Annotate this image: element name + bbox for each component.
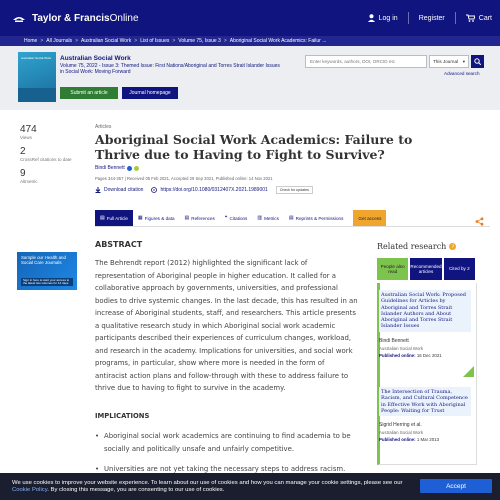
tab-label: Reprints & Permissions bbox=[295, 215, 344, 221]
article-dates: Pages 344-357 | Received 05 Feb 2021, Accepted 29 Sep 2021, Published online: 14 Nov 2021 bbox=[95, 176, 273, 181]
breadcrumb-separator: > bbox=[134, 38, 138, 44]
login-link[interactable] bbox=[368, 14, 398, 22]
related-item-title[interactable]: The Intersection of Trauma, Racism, and Cultural Competence in Effective Work with Aboriginal People: Waiting for Trust bbox=[379, 387, 471, 416]
breadcrumb-all-journals[interactable]: All Journals bbox=[46, 38, 73, 44]
list-item: • Aboriginal social work academics are continuing to find academia to be socially and politically unsafe and unfairly competitive. bbox=[95, 430, 358, 455]
metric-views[interactable] bbox=[20, 124, 80, 140]
brand-name-bold: Taylor & Francis bbox=[32, 12, 110, 24]
tab-label: Figures & data bbox=[144, 215, 175, 221]
register-link[interactable] bbox=[419, 15, 445, 22]
article-metrics bbox=[20, 124, 80, 190]
metric-citations[interactable] bbox=[20, 146, 80, 162]
author-name: Bindi Bennett bbox=[95, 165, 125, 171]
cookie-text: We use cookies to improve your website experience. To learn about our use of cookies and how you can manage your cookie settings, please see our bbox=[12, 480, 403, 486]
tab-label: Full Article bbox=[106, 215, 128, 221]
orcid-icon[interactable] bbox=[134, 166, 139, 171]
bar-chart-icon: ▥ bbox=[257, 215, 263, 221]
metric-value: 474 bbox=[20, 124, 37, 135]
doi-link[interactable] bbox=[151, 187, 267, 193]
breadcrumb-separator: > bbox=[40, 38, 44, 44]
share-icon bbox=[475, 217, 484, 226]
tab-label: Citations bbox=[229, 215, 248, 221]
cookie-message bbox=[12, 480, 417, 494]
cookie-policy-link[interactable]: Cookie Policy bbox=[12, 487, 48, 493]
top-bar bbox=[0, 0, 500, 36]
related-research-heading bbox=[377, 242, 456, 251]
metric-label: Views bbox=[20, 135, 32, 140]
search-scope-value: This Journal bbox=[433, 59, 459, 64]
share-button[interactable] bbox=[475, 213, 484, 231]
breadcrumb-current: Aboriginal Social Work Academics: Failur ... bbox=[229, 38, 327, 44]
abstract-heading: ABSTRACT bbox=[95, 240, 143, 249]
get-access-label: Get access bbox=[358, 215, 382, 221]
breadcrumb-separator: > bbox=[172, 38, 176, 44]
register-label: Register bbox=[418, 14, 445, 22]
metric-value: 2 bbox=[20, 146, 26, 157]
lamp-icon bbox=[12, 13, 26, 23]
cookie-text-end: . By closing this message, you are consenting to our use of cookies. bbox=[47, 487, 225, 493]
metric-altmetric[interactable] bbox=[20, 168, 80, 184]
implications-heading: IMPLICATIONS bbox=[95, 412, 150, 420]
advanced-search-link[interactable]: Advanced search bbox=[444, 71, 480, 76]
breadcrumb-volume[interactable]: Volume 75, Issue 3 bbox=[178, 38, 221, 44]
breadcrumb-separator: > bbox=[75, 38, 79, 44]
cover-title: Australian Social Work bbox=[21, 56, 52, 60]
cart-label: Cart bbox=[478, 14, 492, 22]
list-item: • Universities are not yet taking the necessary steps to address racism. bbox=[95, 463, 358, 476]
related-research-title: Related research bbox=[377, 242, 447, 251]
breadcrumb-journal[interactable]: Australian Social Work bbox=[81, 38, 132, 44]
related-item[interactable] bbox=[379, 387, 471, 442]
tab-reprints[interactable] bbox=[284, 210, 348, 226]
check-for-updates-badge[interactable]: Check for updates bbox=[276, 186, 313, 194]
search-scope-select[interactable] bbox=[429, 55, 469, 68]
related-item-journal: Australian Social Work bbox=[379, 430, 424, 436]
article-title: Aboriginal Social Work Academics: Failure to Thrive due to Having to Fight to Survive? bbox=[95, 132, 413, 162]
published-label: Published online: bbox=[379, 352, 416, 358]
journal-title[interactable]: Australian Social Work bbox=[60, 55, 131, 62]
divider bbox=[455, 12, 456, 24]
quote-icon: ❝ bbox=[224, 215, 228, 221]
journal-volume[interactable]: Volume 75, 2022 - Issue 3: Themed Issue: First Nations/Aboriginal and Torres Strait Islander Issues in Social Work: Moving Forward bbox=[60, 63, 280, 75]
download-icon bbox=[95, 187, 101, 193]
image-icon: ▦ bbox=[137, 215, 143, 221]
published-date: 16 Dec 2021 bbox=[416, 352, 442, 358]
tab-citations[interactable] bbox=[220, 210, 253, 226]
tab-metrics[interactable] bbox=[252, 210, 284, 226]
cookie-banner bbox=[0, 473, 500, 500]
download-citation-link[interactable] bbox=[95, 187, 143, 193]
cover-band bbox=[18, 88, 56, 102]
login-label: Log in bbox=[378, 14, 398, 22]
related-item-title[interactable]: Australian Social Work: Proposed Guidelines for Articles by Aboriginal and Torres Strait Islander Authors and About Aboriginal and Torres Strait Islander Issues bbox=[379, 290, 471, 332]
metric-label: Altmetric bbox=[20, 179, 38, 184]
related-item-journal: Australian Social Work bbox=[379, 345, 424, 351]
list-icon: ▤ bbox=[184, 215, 190, 221]
ad-signin-text[interactable]: Sign in here to start your access to the latest two volumes for 14 days bbox=[21, 278, 73, 286]
ad-headline: Sample our Health and Social Care Journals bbox=[21, 255, 66, 265]
info-icon[interactable]: ? bbox=[449, 243, 456, 250]
brand-name-light: Online bbox=[109, 12, 139, 24]
accept-cookies-button[interactable]: Accept bbox=[420, 479, 492, 493]
search-icon bbox=[474, 58, 481, 65]
document-icon: ▤ bbox=[100, 215, 105, 221]
related-item-published bbox=[379, 353, 471, 358]
author-link[interactable] bbox=[95, 165, 139, 171]
article-tabs bbox=[95, 210, 386, 226]
abstract-body: The Behrendt report (2012) highlighted the significant lack of representation of Aboriginal people in higher education. It called for a collaborative approach by governments, universities, and professional bodies to drive systemic changes. In the last decade, this has resulted in an increase of Aboriginal students, staff, and researchers. This article presents a qualitative research study in which Aboriginal social work academic participants described their experiences of curriculum changes, workload, and research in the academy. Implications for universities, and social work programs, in particular, show where more is needed in the form of antiracist action plans and follow-through with these to address failure to thrive due to having to fight to survive in the academy. bbox=[95, 259, 358, 392]
tab-full-article[interactable] bbox=[95, 210, 133, 226]
search-input[interactable]: Enter keywords, authors, DOI, ORCID etc bbox=[305, 55, 427, 68]
email-icon[interactable] bbox=[127, 166, 132, 171]
breadcrumb-issues[interactable]: List of Issues bbox=[140, 38, 170, 44]
user-icon bbox=[368, 14, 375, 22]
download-citation-label: Download citation bbox=[104, 187, 144, 193]
brand-logo[interactable] bbox=[12, 13, 139, 24]
published-date: 1 Mar 2013 bbox=[416, 437, 440, 443]
journal-cover[interactable] bbox=[18, 52, 56, 102]
breadcrumb bbox=[0, 36, 500, 46]
article-links bbox=[95, 186, 313, 194]
document-icon: ▤ bbox=[288, 215, 294, 221]
metric-value: 9 bbox=[20, 168, 26, 179]
divider bbox=[408, 12, 409, 24]
breadcrumb-home[interactable]: Home bbox=[24, 38, 38, 44]
breadcrumb-separator: > bbox=[223, 38, 227, 44]
related-tabs bbox=[377, 258, 477, 280]
tab-references[interactable] bbox=[180, 210, 220, 226]
tab-figures[interactable] bbox=[133, 210, 180, 226]
related-item-author: Bindi Bennett bbox=[379, 337, 409, 344]
cart-icon bbox=[466, 14, 475, 22]
article-type: Articles bbox=[95, 124, 112, 130]
published-label: Published online: bbox=[379, 437, 416, 443]
tab-recommended[interactable]: Recommended articles bbox=[410, 258, 441, 280]
chevron-down-icon: ▾ bbox=[462, 58, 465, 64]
journal-homepage-button[interactable]: Journal homepage bbox=[122, 87, 178, 99]
get-access-button[interactable] bbox=[353, 210, 386, 226]
cart-link[interactable] bbox=[466, 14, 492, 22]
related-item-published bbox=[379, 437, 471, 442]
tab-people-also-read[interactable]: People also read bbox=[377, 258, 408, 280]
search-button[interactable] bbox=[471, 55, 484, 68]
doi-label: https://doi.org/10.1080/0312407X.2021.1989001 bbox=[160, 187, 268, 193]
tab-cited-by[interactable]: Cited by 2 bbox=[444, 258, 475, 280]
related-item-author: Sigrid Herring et al. bbox=[379, 422, 422, 429]
journal-banner bbox=[0, 46, 500, 110]
promo-ad[interactable] bbox=[17, 252, 77, 290]
metric-label: CrossRef citations to date bbox=[20, 157, 72, 162]
tab-label: Metrics bbox=[264, 215, 279, 221]
submit-article-button[interactable]: Submit an article bbox=[60, 87, 118, 99]
link-icon bbox=[151, 187, 157, 193]
related-item[interactable] bbox=[379, 290, 471, 358]
tab-label: References bbox=[191, 215, 215, 221]
tab-divider bbox=[95, 226, 490, 227]
